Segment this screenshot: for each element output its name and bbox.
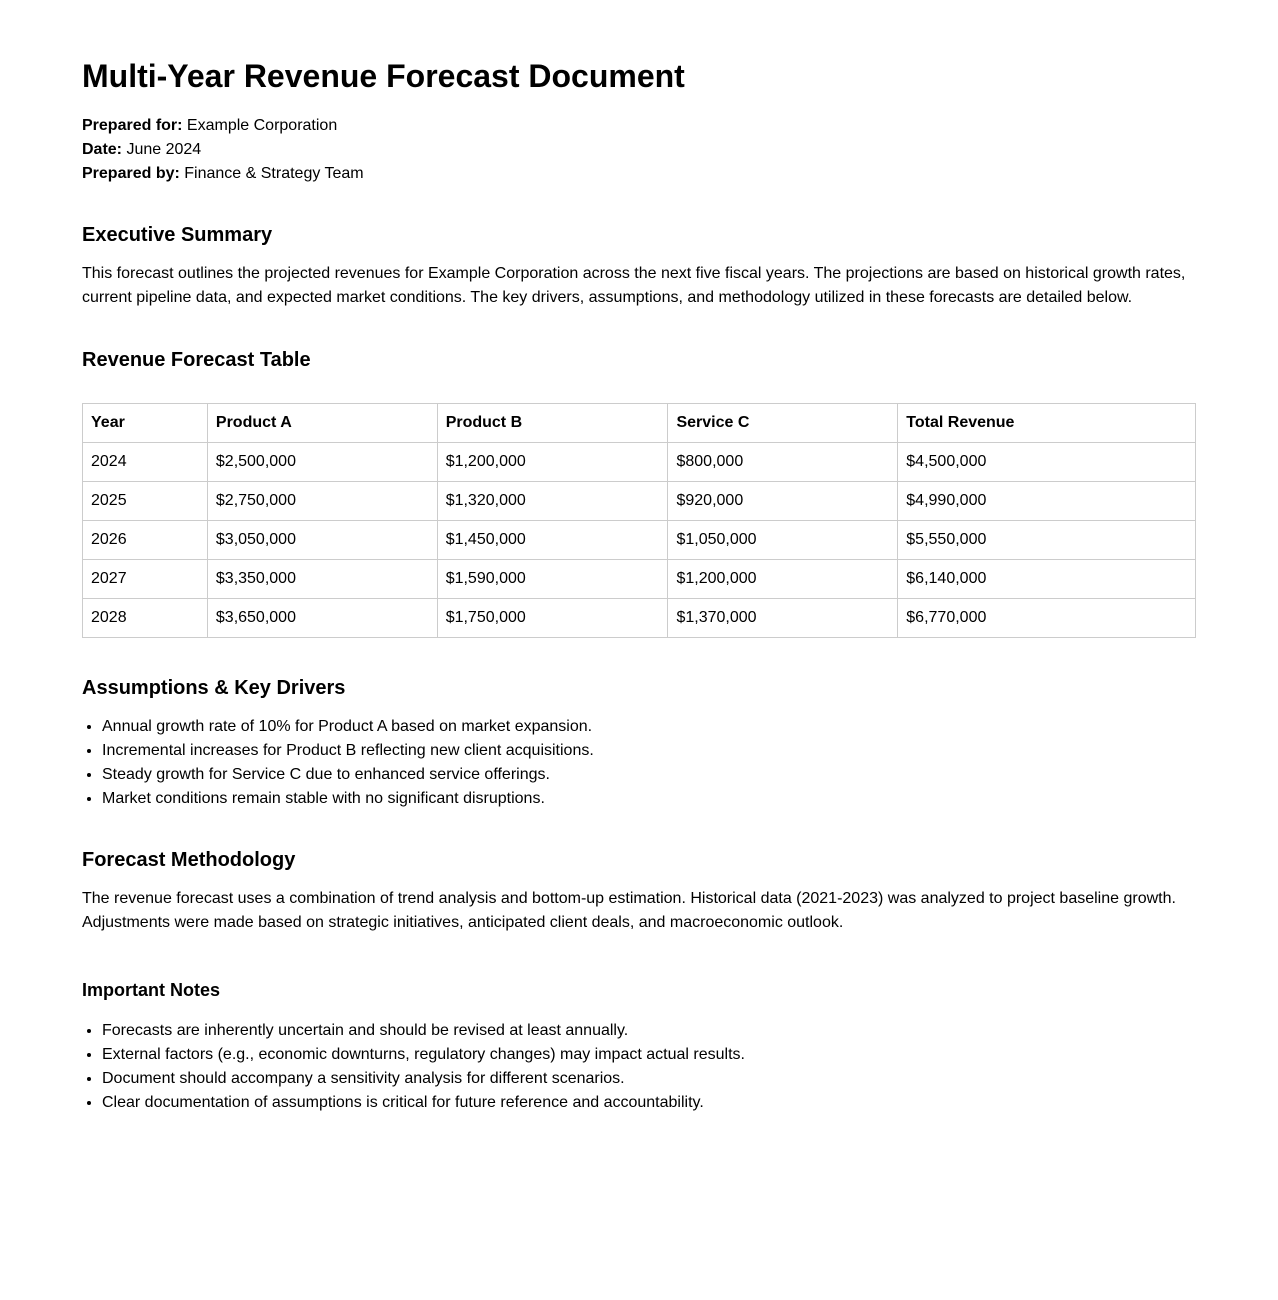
column-header-service-c: Service C xyxy=(668,404,898,443)
cell-total-revenue: $6,770,000 xyxy=(898,599,1196,638)
list-item: • Annual growth rate of 10% for Product A based on market expansion. xyxy=(102,715,1196,739)
column-header-product-a: Product A xyxy=(207,404,437,443)
list-item: • External factors (e.g., economic downturns, regulatory changes) may impact actual results. xyxy=(102,1043,1196,1067)
revenue-table-section xyxy=(82,348,1196,638)
cell-service-c: $800,000 xyxy=(668,443,898,482)
table-row xyxy=(83,521,1196,560)
meta-prepared-for xyxy=(82,114,1196,138)
methodology-heading: Forecast Methodology xyxy=(82,849,296,871)
meta-prepared-for-value: Example Corporation xyxy=(186,117,338,134)
cell-total-revenue: $4,990,000 xyxy=(898,482,1196,521)
assumptions-section xyxy=(82,676,1196,811)
cell-service-c: $1,050,000 xyxy=(668,521,898,560)
revenue-table-heading: Revenue Forecast Table xyxy=(82,349,311,371)
important-notes-heading: Important Notes xyxy=(82,980,221,1000)
methodology-section xyxy=(82,848,1196,935)
cell-product-b: $1,590,000 xyxy=(437,560,668,599)
table-row xyxy=(83,482,1196,521)
cell-product-b: $1,200,000 xyxy=(437,443,668,482)
column-header-product-b: Product B xyxy=(437,404,668,443)
list-item: • Incremental increases for Product B reflecting new client acquisitions. xyxy=(102,739,1196,763)
cell-product-a: $2,750,000 xyxy=(207,482,437,521)
meta-prepared-by-label: Prepared by: xyxy=(82,165,180,182)
cell-product-b: $1,750,000 xyxy=(437,599,668,638)
executive-summary-text: This forecast outlines the projected revenues for Example Corporation across the next five fiscal years. The projections are based on historical growth rates, current pipeline data, and expected market conditions. The key drivers, assumptions, and methodology utilized in these forecasts are detailed below. xyxy=(82,265,1186,306)
document-title: Multi-Year Revenue Forecast Document xyxy=(82,58,685,94)
column-header-total-revenue: Total Revenue xyxy=(898,404,1196,443)
cell-service-c: $1,370,000 xyxy=(668,599,898,638)
cell-year: 2027 xyxy=(83,560,208,599)
cell-year: 2024 xyxy=(83,443,208,482)
cell-year: 2028 xyxy=(83,599,208,638)
list-item: • Document should accompany a sensitivity analysis for different scenarios. xyxy=(102,1067,1196,1091)
meta-date-label: Date: xyxy=(82,141,123,158)
cell-total-revenue: $6,140,000 xyxy=(898,560,1196,599)
cell-product-b: $1,320,000 xyxy=(437,482,668,521)
executive-summary-heading: Executive Summary xyxy=(82,224,273,246)
cell-total-revenue: $4,500,000 xyxy=(898,443,1196,482)
cell-total-revenue: $5,550,000 xyxy=(898,521,1196,560)
assumptions-list xyxy=(82,715,1196,811)
important-notes-section xyxy=(82,978,1196,1115)
methodology-text: The revenue forecast uses a combination of trend analysis and bottom-up estimation. Historical data (2021-2023) was analyzed to project baseline growth. Adjustments were made based on strategic initiatives, anticipated client deals, and macroeconomic outlook. xyxy=(82,890,1176,931)
table-row xyxy=(83,443,1196,482)
column-header-year: Year xyxy=(83,404,208,443)
cell-product-a: $2,500,000 xyxy=(207,443,437,482)
table-row xyxy=(83,599,1196,638)
meta-prepared-by xyxy=(82,162,1196,186)
cell-product-a: $3,650,000 xyxy=(207,599,437,638)
meta-prepared-by-value: Finance & Strategy Team xyxy=(184,165,364,182)
table-row xyxy=(83,560,1196,599)
revenue-forecast-table xyxy=(82,403,1196,638)
list-item: • Market conditions remain stable with no significant disruptions. xyxy=(102,787,1196,811)
list-item: • Forecasts are inherently uncertain and should be revised at least annually. xyxy=(102,1019,1196,1043)
cell-service-c: $1,200,000 xyxy=(668,560,898,599)
important-notes-list xyxy=(82,1019,1196,1115)
cell-year: 2026 xyxy=(83,521,208,560)
meta-date xyxy=(82,138,1196,162)
meta-prepared-for-label: Prepared for: xyxy=(82,117,183,134)
cell-product-a: $3,350,000 xyxy=(207,560,437,599)
list-item: • Clear documentation of assumptions is critical for future reference and accountability. xyxy=(102,1091,1196,1115)
document-meta xyxy=(82,114,1196,186)
cell-product-b: $1,450,000 xyxy=(437,521,668,560)
meta-date-value: June 2024 xyxy=(126,141,202,158)
table-header-row xyxy=(83,404,1196,443)
executive-summary-section xyxy=(82,223,1196,310)
assumptions-heading: Assumptions & Key Drivers xyxy=(82,677,346,699)
cell-product-a: $3,050,000 xyxy=(207,521,437,560)
cell-service-c: $920,000 xyxy=(668,482,898,521)
cell-year: 2025 xyxy=(83,482,208,521)
list-item: • Steady growth for Service C due to enhanced service offerings. xyxy=(102,763,1196,787)
